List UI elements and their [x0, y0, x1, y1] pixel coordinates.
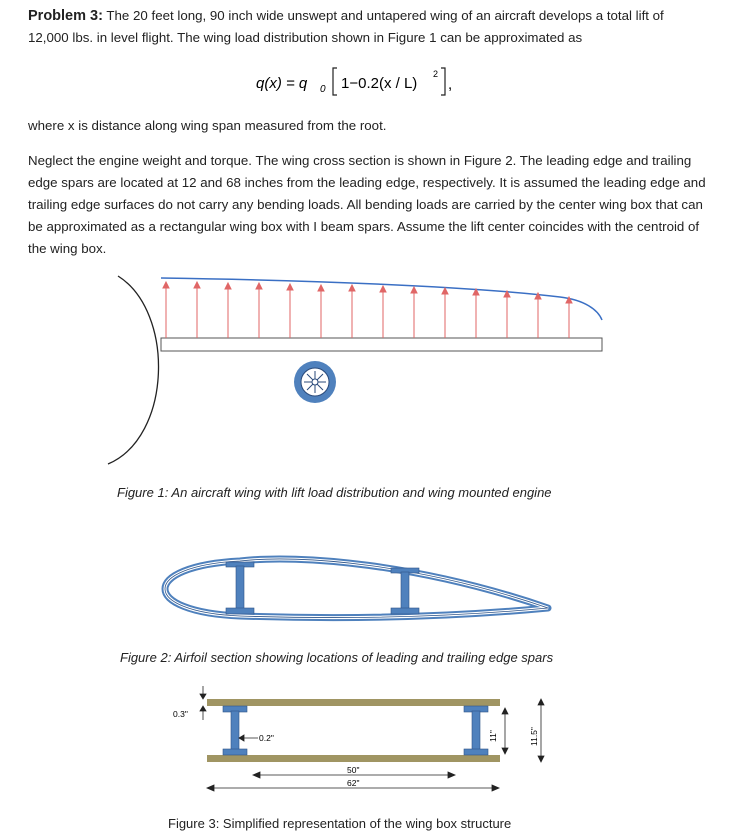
top-skin [207, 699, 500, 706]
inner-height-label: 11" [488, 730, 498, 742]
left-i-beam [223, 706, 247, 755]
load-arrows [163, 282, 572, 338]
inner-width-label: 50" [347, 765, 360, 775]
where-text: where x is distance along wing span measured from the root. [28, 118, 387, 133]
right-i-beam [464, 706, 488, 755]
bottom-skin [207, 755, 500, 762]
outer-width-label: 62" [347, 778, 360, 788]
figure-1 [0, 262, 737, 477]
figure-3 [0, 680, 737, 805]
inner-height-dimension [502, 708, 508, 754]
eq-lhs: q(x) = q [256, 75, 308, 92]
eq-body: 1−0.2(x / L) [341, 75, 418, 92]
thickness-label: 0.3" [173, 709, 188, 719]
airfoil-outline [165, 559, 548, 618]
web-dimension [239, 735, 258, 741]
web-label: 0.2" [259, 733, 274, 743]
figure-2-caption: Figure 2: Airfoil section showing locations of leading and trailing edge spars [120, 650, 554, 665]
eq-sub: 0 [320, 84, 326, 95]
figure-1-caption: Figure 1: An aircraft wing with lift load distribution and wing mounted engine [117, 485, 552, 500]
wing-beam [161, 338, 602, 351]
fuselage-outline [108, 276, 159, 464]
problem-label: Problem 3: [28, 8, 103, 24]
engine-icon [294, 361, 336, 403]
figure-3-caption: Figure 3: Simplified representation of the wing box structure [168, 816, 512, 831]
paragraph-2: Neglect the engine weight and torque. The wing cross section is shown in Figure 2. The leading edge and trailing edge spars are located at 12 and 68 inches from the leading edge, respectively. It is assumed the leading edge and trailing edge surfaces do not carry any bending loads. All bending loads are carried by the center wing box that can be approximated as a rectangular wing box with I beam spars. Assume the lift center coincides with the centroid of the wing box. [28, 153, 706, 256]
thickness-dimension [200, 686, 206, 720]
figure-2 [0, 548, 737, 633]
outer-height-label: 11.5" [529, 727, 539, 746]
front-spar [226, 562, 254, 614]
problem-statement [28, 5, 708, 49]
load-equation [0, 64, 737, 98]
eq-exp: 2 [433, 69, 439, 79]
problem-intro: The 20 feet long, 90 inch wide unswept and untapered wing of an aircraft develops a total lift of 12,000 lbs. in level flight. The wing load distribution shown in Figure 1 can be approximated as [28, 8, 664, 45]
eq-tail: , [448, 76, 453, 93]
